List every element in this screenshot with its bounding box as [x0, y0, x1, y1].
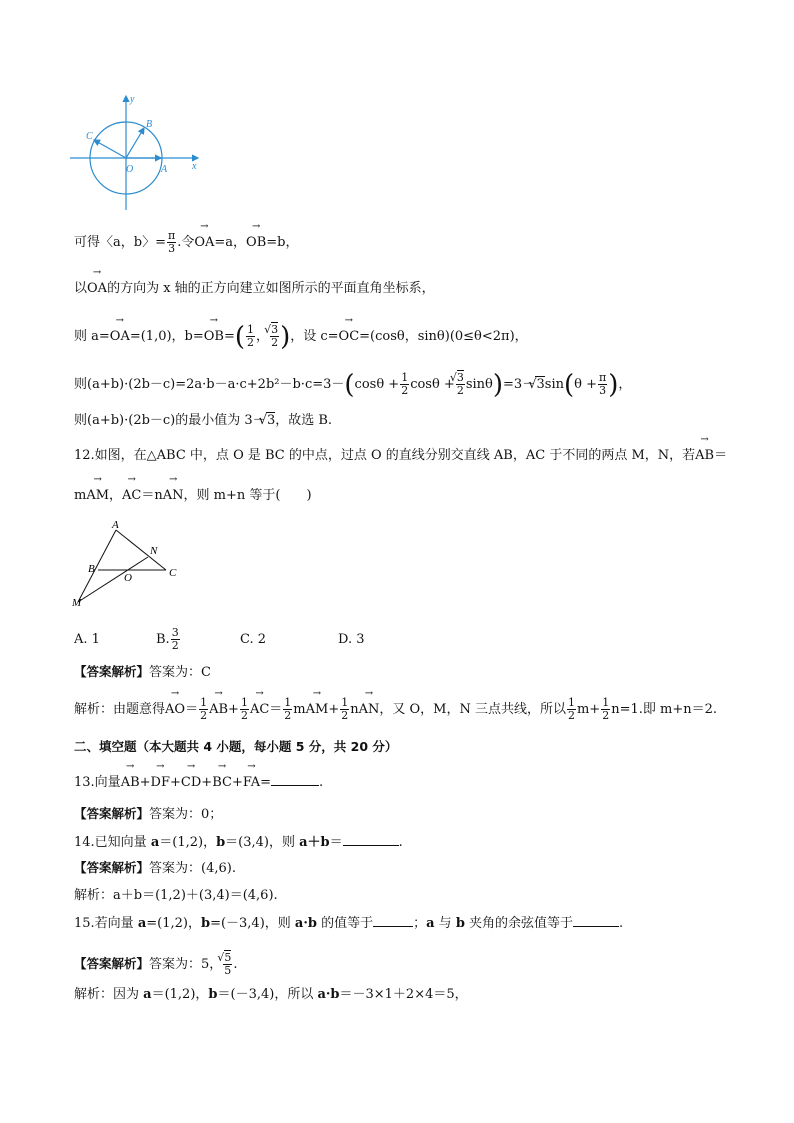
solution-12: 解析：由题意得→ AO＝ $\frac{1}{2}$ → AB+ $\frac{1}{2}$ → AC＝ $\frac{1}{2}$ m→ AM+ $\frac{1}{2}$ n→ AN，又 O，M，N 三点共线，所以 $\frac{1}{2}$ m+ $\frac{1}{2}$ n=1.即 m+n＝2.: [74, 697, 717, 722]
question-12-line-1: 12.如图，在△ABC 中，点 O 是 BC 的中点，过点 O 的直线分别交直线 AB，AC 于不同的两点 M，N，若→ AB＝: [74, 447, 727, 465]
segment-am: [78, 530, 116, 602]
triangle-figure: [68, 518, 188, 610]
section-2-heading: 二、填空题（本大题共 4 小题，每小题 5 分，共 20 分）: [74, 739, 398, 754]
q15-blank-1[interactable]: [373, 914, 413, 927]
label-b: B: [146, 119, 153, 130]
fig2-label-c: C: [169, 567, 177, 579]
answer-14: 【答案解析】答案为：(4,6).: [74, 860, 236, 876]
line-5: 则(a+b)·(2b－c)的最小值为 3－√ 3，故选 B.: [74, 412, 332, 430]
q13-blank[interactable]: [271, 773, 319, 786]
label-c: C: [86, 131, 93, 142]
q15-blank-2[interactable]: [573, 914, 619, 927]
segment-ac: [116, 530, 166, 570]
fig2-label-a: A: [112, 519, 119, 531]
solution-15: 解析：因为 a＝(1,2)，b＝(－3,4)，所以 a·b＝－3×1＋2×4＝5，: [74, 987, 468, 1002]
question-15: 15.若向量 a=(1,2)，b=(－3,4)，则 a·b 的值等于 ；a 与 b 夹角的余弦值等于 .: [74, 916, 624, 931]
fig2-label-b: B: [88, 563, 95, 575]
solution-14: 解析：a＋b＝(1,2)＋(3,4)＝(4,6).: [74, 888, 278, 903]
label-a: A: [161, 164, 168, 175]
vector-oc: [94, 140, 126, 158]
line-3: 则 a=→ OA=(1,0)，b=→ OB=( $\frac{1}{2}$ ， √ $\frac{3}{2}$ )，设 c=→ OC=(cosθ，sinθ)(0≤θ<2π)，: [74, 324, 528, 349]
options-row: [74, 627, 365, 652]
option-d: D. 3: [338, 632, 365, 647]
answer-12: 【答案解析】答案为：C: [74, 664, 211, 680]
label-y: y: [130, 94, 135, 105]
answer-13: 【答案解析】答案为：0；: [74, 806, 223, 822]
label-x: x: [192, 161, 197, 172]
vector-ob: [126, 128, 144, 158]
line-4: 则(a+b)·(2b－c)=2a·b－a·c+2b²－b·c=3－(cosθ + $\frac{1}{2}$ cosθ + √ $\frac{3}{2}$ sinθ)=3－√ 3sin(θ + $\frac{\pi}{3}$ )，: [74, 372, 631, 397]
label-o: O: [126, 164, 134, 175]
option-c: C. 2: [240, 632, 267, 647]
question-13: 13.向量→ AB+→ DF+→ CD+→ BC+→ FA= .: [74, 773, 323, 792]
option-a: A. 1: [74, 632, 100, 647]
question-12-line-2: m→ AM，→ AC＝n→ AN，则 m+n 等于( ): [74, 487, 312, 505]
fig2-label-o: O: [124, 572, 132, 584]
question-14: 14.已知向量 a＝(1,2)，b＝(3,4)，则 a＋b＝ .: [74, 835, 403, 850]
unit-circle-figure: [68, 92, 204, 214]
line-1: 可得〈a，b〉= $\frac{\pi}{3}$ .令→ OA=a，→ OB=b，: [74, 230, 298, 255]
q14-blank[interactable]: [343, 833, 399, 846]
fig2-label-m: M: [72, 597, 82, 609]
line-2: 以→ OA的方向为 x 轴的正方向建立如图所示的平面直角坐标系，: [74, 280, 435, 298]
fig2-label-n: N: [150, 545, 158, 557]
option-b: B. $\frac{3}{2}$: [156, 626, 179, 652]
answer-15: 【答案解析】答案为：5， √ $\frac{5}{5}$ .: [74, 952, 237, 977]
